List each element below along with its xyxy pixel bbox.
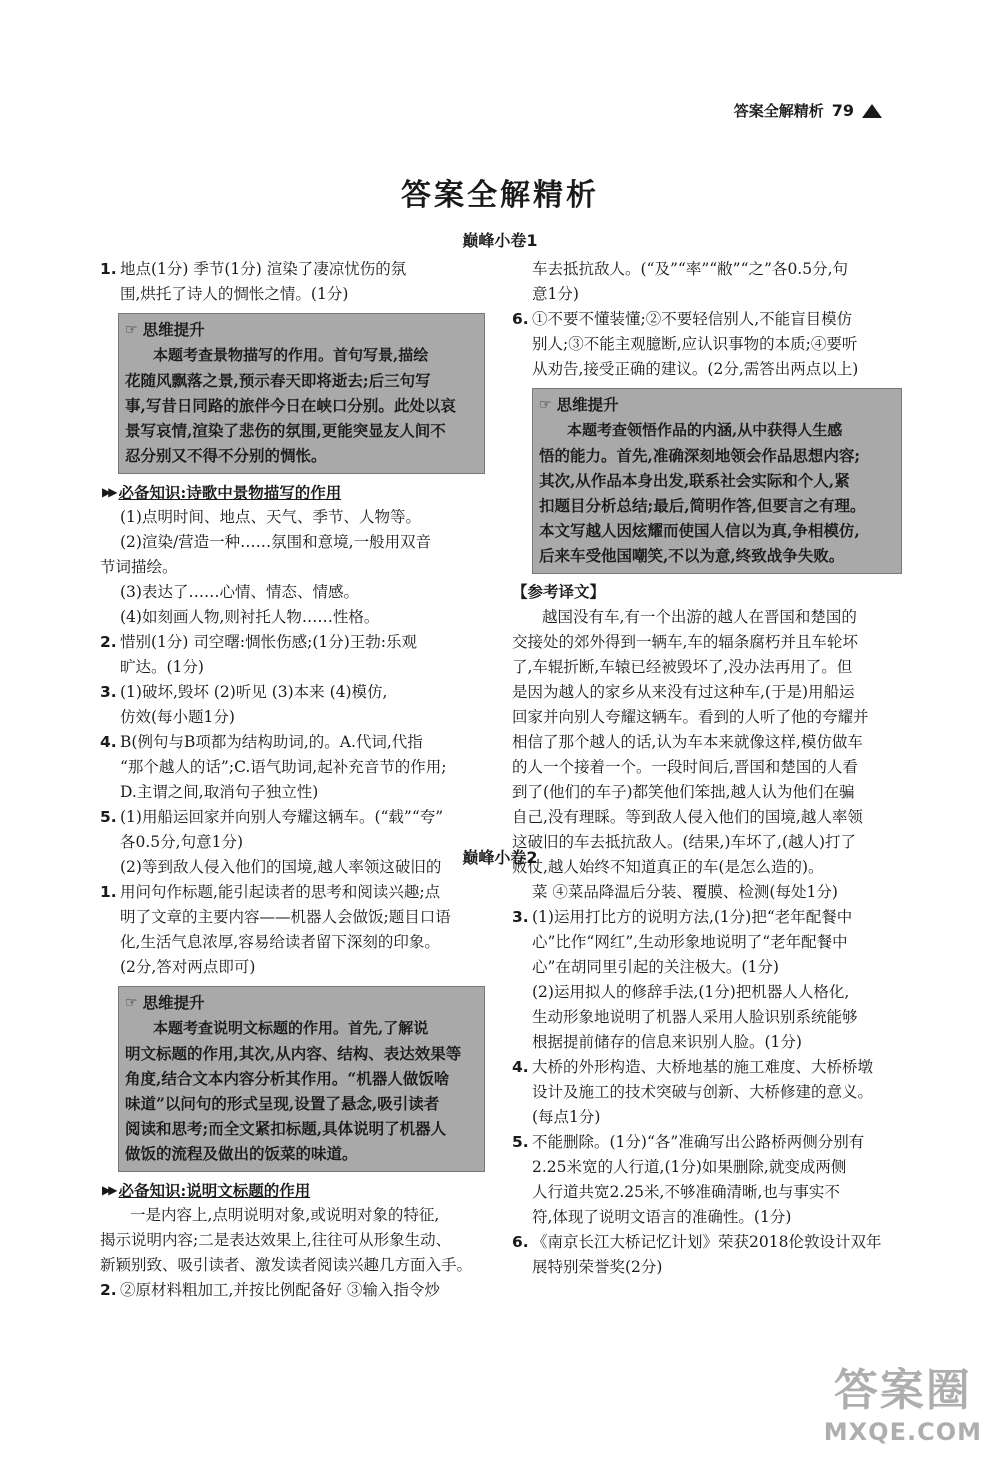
translation-line: 败仗,越人始终不知道真正的车(是怎么造的)。 — [512, 858, 824, 876]
box-line: 本题考查领悟作品的内涵,从中获得人生感 — [567, 421, 843, 439]
box-line: 味道”以问句的形式呈现,设置了悬念,吸引读者 — [125, 1094, 440, 1113]
question-number: 5. — [100, 808, 117, 826]
question — [512, 1130, 902, 1230]
box-label: 思维提升 — [142, 994, 205, 1012]
quiz1-left-column — [100, 257, 485, 880]
thinking-box — [532, 388, 902, 574]
box-line: 做饭的流程及做出的饭菜的味道。 — [125, 1144, 358, 1163]
translation-line: 自己,没有理睬。等到敌人侵入他们的国境,越人率领 — [512, 808, 863, 826]
answer-line: ①不要不懂装懂;②不要轻信别人,不能盲目模仿 — [532, 310, 853, 328]
page-title: 答案全解精析 — [401, 178, 599, 213]
answer-line: 明了文章的主要内容——机器人会做饭;题目口语 — [120, 908, 451, 926]
question-number: 5. — [512, 1133, 529, 1151]
quiz2-title: 巅峰小卷2 — [462, 848, 538, 867]
knowledge-line: (3)表达了……心情、情态、情感。 — [120, 583, 359, 601]
question — [512, 905, 902, 1055]
translation-line: 交接处的郊外得到一辆车,车的辐条腐朽并且车轮坏 — [512, 633, 858, 651]
question — [100, 680, 485, 730]
answer-line: 符,体现了说明文语言的准确性。(1分) — [532, 1208, 792, 1226]
knowledge-heading — [102, 1178, 485, 1203]
box-label: 思维提升 — [142, 321, 205, 339]
question-number: 1. — [100, 260, 117, 278]
question — [100, 880, 485, 980]
knowledge-line: (2)渲染/营造一种……氛围和意境,一般用双音 — [120, 533, 432, 551]
triangle-icon — [862, 104, 882, 118]
answer-line: 大桥的外形构造、大桥地基的施工难度、大桥桥墩 — [532, 1058, 874, 1076]
double-arrow-icon: ▶▶ — [102, 485, 115, 499]
quiz2-left-column — [100, 880, 485, 1303]
thinking-box — [118, 313, 485, 474]
question — [512, 1055, 902, 1130]
translation-line: 这破旧的车去抵抗敌人。(结果,)车坏了,(越人)打了 — [512, 833, 857, 851]
box-line: 其次,从作品本身出发,联系社会实际和个人,紧 — [539, 471, 850, 490]
translation-line: 相信了那个越人的话,认为车本来就像这样,模仿做车 — [512, 733, 863, 751]
answer-line: ②原材料粗加工,并按比例配备好 ③输入指令炒 — [120, 1281, 440, 1299]
answer-line: (1)破坏,毁坏 (2)听见 (3)本来 (4)模仿, — [120, 683, 388, 701]
question-number: 3. — [100, 683, 117, 701]
question — [100, 730, 485, 805]
answer-line: “那个越人的话”;C.语气助词,起补充音节的作用; — [120, 758, 447, 776]
answer-line: 意1分) — [532, 285, 579, 303]
answer-line: (2分,答对两点即可) — [120, 958, 256, 976]
watermark-url: MXQE.COM — [823, 1418, 982, 1446]
answer-line: 仿效(每小题1分) — [120, 708, 235, 726]
answer-line: 生动形象地说明了机器人采用人脸识别系统能够 — [532, 1008, 858, 1026]
answer-line: 别人;③不能主观臆断,应认识事物的本质;④要听 — [532, 335, 858, 353]
answer-line: 各0.5分,句意1分) — [120, 833, 243, 851]
knowledge-label: 必备知识:说明文标题的作用 — [118, 1181, 311, 1200]
question-number: 2. — [100, 1281, 117, 1299]
box-line: 忍分别又不得不分别的惆怅。 — [125, 446, 327, 465]
knowledge-heading — [102, 480, 485, 505]
answer-line: 《南京长江大桥记忆计划》荣获2018伦敦设计双年 — [532, 1233, 882, 1251]
question-number: 6. — [512, 1233, 529, 1251]
answer-line: 旷达。(1分) — [120, 658, 204, 676]
translation-line: 到了(他们的车子)都笑他们笨拙,越人认为他们在骗 — [512, 783, 855, 801]
answer-line: 用问句作标题,能引起读者的思考和阅读兴趣;点 — [120, 883, 441, 901]
knowledge-line: (4)如刻画人物,则衬托人物……性格。 — [120, 608, 380, 626]
thinking-box — [118, 986, 485, 1172]
answer-line: 车去抵抗敌人。(“及”“率”“敝”“之”各0.5分,句 — [532, 260, 849, 278]
answer-line: (1)用船运回家并向别人夸耀这辆车。(“载”“夸” — [120, 808, 444, 826]
question-number: 2. — [100, 633, 117, 651]
header-section: 答案全解精析 — [733, 102, 824, 120]
box-label: 思维提升 — [556, 396, 619, 414]
question — [100, 1278, 485, 1303]
question — [100, 257, 485, 307]
box-line: 本题考查说明文标题的作用。首先,了解说 — [153, 1019, 429, 1037]
page-number: 79 — [831, 101, 854, 120]
answer-line: 菜 ④菜品降温后分装、覆膜、检测(每处1分) — [532, 883, 838, 901]
answer-line: 不能删除。(1分)“各”准确写出公路桥两侧分别有 — [532, 1133, 865, 1151]
answer-line: 惜别(1分) 司空曙:惆怅伤感;(1分)王勃:乐观 — [120, 633, 418, 651]
answer-line: 围,烘托了诗人的惆怅之情。(1分) — [120, 285, 349, 303]
answer-line: 地点(1分) 季节(1分) 渲染了凄凉忧伤的氛 — [120, 260, 407, 278]
hand-pointer-icon: ☞ — [125, 322, 138, 338]
quiz1-right-column — [512, 257, 902, 880]
answer-line: 人行道共宽2.25米,不够准确清晰,也与事实不 — [532, 1183, 840, 1201]
question-number: 4. — [512, 1058, 529, 1076]
answer-line: D.主谓之间,取消句子独立性) — [120, 783, 319, 801]
question — [512, 1230, 902, 1280]
question-number: 1. — [100, 883, 117, 901]
box-line: 扣题目分析总结;最后,简明作答,但要言之有理。 — [539, 496, 866, 515]
hand-pointer-icon: ☞ — [125, 995, 138, 1011]
answer-line: (每点1分) — [532, 1108, 601, 1126]
answer-line: 2.25米宽的人行道,(1分)如果删除,就变成两侧 — [532, 1158, 847, 1176]
knowledge-line: 新颖别致、吸引读者、激发读者阅读兴趣几方面入手。 — [100, 1256, 473, 1274]
translation-line: 越国没有车,有一个出游的越人在晋国和楚国的 — [542, 608, 857, 626]
question-number: 6. — [512, 310, 529, 328]
answer-line: 从劝告,接受正确的建议。(2分,需答出两点以上) — [532, 360, 859, 378]
answer-line: B(例句与B项都为结构助词,的。A.代词,代指 — [120, 733, 423, 751]
page-header — [734, 100, 882, 121]
answer-line: (2)等到敌人侵入他们的国境,越人率领这破旧的 — [120, 858, 442, 876]
translation-line: 的人一个接着一个。一段时间后,晋国和楚国的人看 — [512, 758, 858, 776]
box-line: 花随风飘落之景,预示春天即将逝去;后三句写 — [125, 371, 431, 390]
answer-line: 设计及施工的技术突破与创新、大桥修建的意义。 — [532, 1083, 874, 1101]
answer-line: 根据提前储存的信息来识别人脸。(1分) — [532, 1033, 802, 1051]
box-line: 本文写越人因炫耀而使国人信以为真,争相模仿, — [539, 521, 860, 540]
answer-line: (1)运用打比方的说明方法,(1分)把“老年配餐中 — [532, 908, 853, 926]
box-line: 后来车受他国嘲笑,不以为意,终致战争失败。 — [539, 546, 845, 565]
knowledge-line: 节词描绘。 — [100, 558, 178, 576]
box-line: 本题考查景物描写的作用。首句写景,描绘 — [153, 346, 429, 364]
box-line: 角度,结合文本内容分析其作用。“机器人做饭啥 — [125, 1069, 450, 1088]
answer-line: 化,生活气息浓厚,容易给读者留下深刻的印象。 — [120, 933, 440, 951]
box-line: 阅读和思考;而全文紧扣标题,具体说明了机器人 — [125, 1119, 447, 1138]
box-line: 悟的能力。首先,准确深刻地领会作品思想内容; — [539, 446, 861, 465]
box-line: 明文标题的作用,其次,从内容、结构、表达效果等 — [125, 1044, 462, 1063]
knowledge-label: 必备知识:诗歌中景物描写的作用 — [118, 483, 342, 502]
question — [512, 307, 902, 382]
answer-line: 展特别荣誉奖(2分) — [532, 1258, 663, 1276]
knowledge-line: 揭示说明内容;二是表达效果上,往往可从形象生动、 — [100, 1231, 452, 1249]
answer-line: 心”在胡同里引起的关注极大。(1分) — [532, 958, 779, 976]
question — [100, 805, 485, 880]
box-line: 景写哀情,渲染了悲伤的氛围,更能突显友人间不 — [125, 421, 446, 440]
question — [100, 630, 485, 680]
quiz1-title: 巅峰小卷1 — [462, 231, 538, 250]
double-arrow-icon: ▶▶ — [102, 1183, 115, 1197]
watermark-logo: 答案圈 — [833, 1365, 972, 1416]
knowledge-line: 一是内容上,点明说明对象,或说明对象的特征, — [130, 1206, 440, 1224]
answer-line: 心”比作“网红”,生动形象地说明了“老年配餐中 — [532, 933, 848, 951]
translation-line: 是因为越人的家乡从来没有过这种车,(于是)用船运 — [512, 683, 855, 701]
quiz2-right-column — [512, 880, 902, 1280]
translation-line: 了,车辊折断,车辕已经被毁坏了,没办法再用了。但 — [512, 658, 853, 676]
question-number: 3. — [512, 908, 529, 926]
watermark — [824, 1354, 982, 1446]
box-line: 事,写昔日同路的旅伴今日在峡口分别。此处以哀 — [125, 396, 456, 415]
translation-line: 回家并向别人夸耀这辆车。看到的人听了他的夸耀并 — [512, 708, 869, 726]
knowledge-line: (1)点明时间、地点、天气、季节、人物等。 — [120, 508, 421, 526]
reference-translation-label: 【参考译文】 — [512, 583, 606, 601]
question-number: 4. — [100, 733, 117, 751]
hand-pointer-icon: ☞ — [539, 397, 552, 413]
answer-line: (2)运用拟人的修辞手法,(1分)把机器人人格化, — [532, 983, 850, 1001]
